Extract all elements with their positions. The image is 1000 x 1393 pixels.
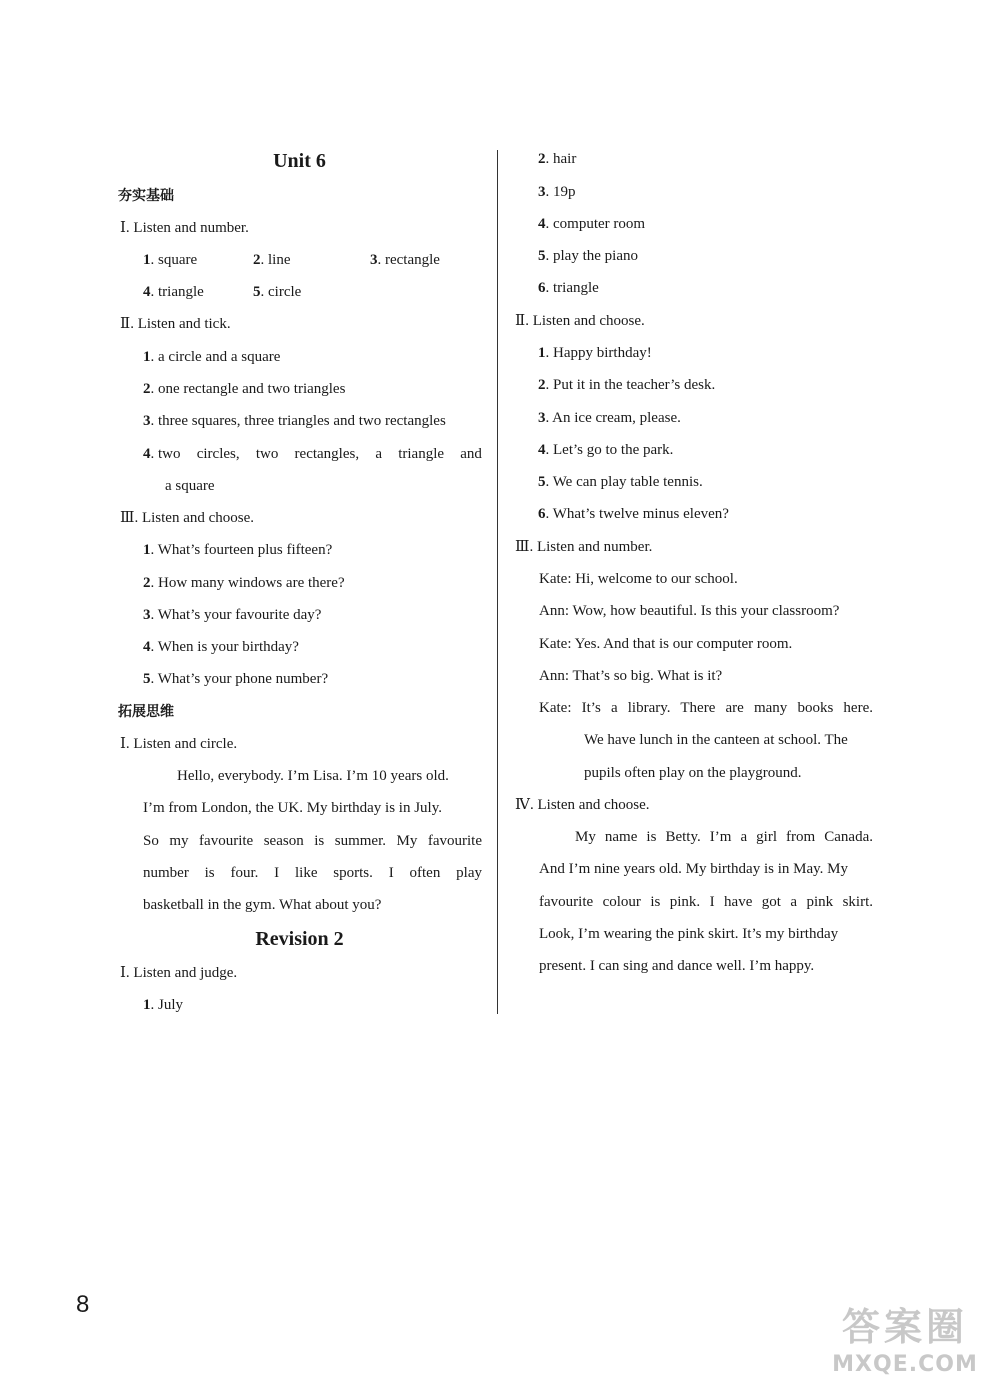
section-basic-heading: 夯实基础 [118,188,174,204]
basic-II-heading: Ⅱ. Listen and tick. [120,316,231,332]
list-item: 3. An ice cream, please. [538,410,681,426]
paragraph-line: And I’m nine years old. My birthday is in May. My [539,861,848,877]
list-item: 4. Let’s go to the park. [538,442,674,458]
list-item: 2. How many windows are there? [143,575,345,591]
dialogue-line: We have lunch in the canteen at school. The [584,732,848,748]
watermark-text: 答案圈 [841,1305,968,1349]
dialogue-line: Ann: Wow, how beautiful. Is this your classroom? [539,603,840,619]
paragraph-line: Look, I’m wearing the pink skirt. It’s my birthday [539,926,839,942]
section-extend-heading: 拓展思维 [118,704,174,720]
list-item: 1. a circle and a square [143,349,281,365]
list-item: 3. rectangle [370,252,440,268]
paragraph-line: number is four. I like sports. I often play [143,865,482,881]
rev-I-heading: Ⅰ. Listen and judge. [120,965,238,981]
paragraph-line: Hello, everybody. I’m Lisa. I’m 10 years old. [177,768,449,784]
paragraph-line: basketball in the gym. What about you? [143,897,382,913]
rev-III-heading: Ⅲ. Listen and number. [515,539,653,555]
page-number: 8 [76,1291,90,1318]
watermark-url: MXQE.COM [832,1352,978,1377]
list-item: 4. two circles, two rectangles, a triangle and [143,446,482,462]
list-item: 4. When is your birthday? [143,639,299,655]
list-item: 3. three squares, three triangles and two rectangles [143,413,446,429]
list-item: 5. What’s your phone number? [143,671,329,687]
paragraph-line: My name is Betty. I’m a girl from Canada. [575,829,873,845]
rev-IV-heading: Ⅳ. Listen and choose. [515,797,650,813]
list-item: 1. What’s fourteen plus fifteen? [143,542,333,558]
paragraph-line: I’m from London, the UK. My birthday is in July. [143,800,442,816]
list-item-continuation: a square [165,478,215,494]
list-item: 2. one rectangle and two triangles [143,381,346,397]
list-item: 2. line [253,252,291,268]
paragraph-line: present. I can sing and dance well. I’m happy. [539,958,815,974]
dialogue-line: Ann: That’s so big. What is it? [539,668,723,684]
extend-I-heading: Ⅰ. Listen and circle. [120,736,238,752]
list-item: 2. Put it in the teacher’s desk. [538,377,716,393]
list-item: 2. hair [538,151,577,167]
dialogue-line: Kate: It’s a library. There are many books here. [539,700,873,716]
revision-2-title: Revision 2 [255,928,344,950]
list-item: 5. We can play table tennis. [538,474,703,490]
list-item: 1. square [143,252,198,268]
watermark-logo [820,1305,990,1385]
list-item: 6. What’s twelve minus eleven? [538,506,729,522]
rev-II-heading: Ⅱ. Listen and choose. [515,313,645,329]
column-divider [497,150,498,1014]
basic-III-heading: Ⅲ. Listen and choose. [120,510,255,526]
dialogue-line: Kate: Hi, welcome to our school. [539,571,738,587]
list-item: 3. 19p [538,184,576,200]
dialogue-line: pupils often play on the playground. [584,765,802,781]
list-item: 5. circle [253,284,302,300]
list-item: 6. triangle [538,280,599,296]
list-item: 5. play the piano [538,248,638,264]
list-item: 4. computer room [538,216,646,232]
list-item: 3. What’s your favourite day? [143,607,322,623]
list-item: 1. Happy birthday! [538,345,652,361]
list-item: 4. triangle [143,284,204,300]
paragraph-line: favourite colour is pink. I have got a pink skirt. [539,894,873,910]
basic-I-heading: Ⅰ. Listen and number. [120,220,249,236]
unit-6-title: Unit 6 [273,150,326,172]
paragraph-line: So my favourite season is summer. My favourite [143,833,482,849]
dialogue-line: Kate: Yes. And that is our computer room. [539,636,793,652]
list-item: 1. July [143,997,184,1013]
